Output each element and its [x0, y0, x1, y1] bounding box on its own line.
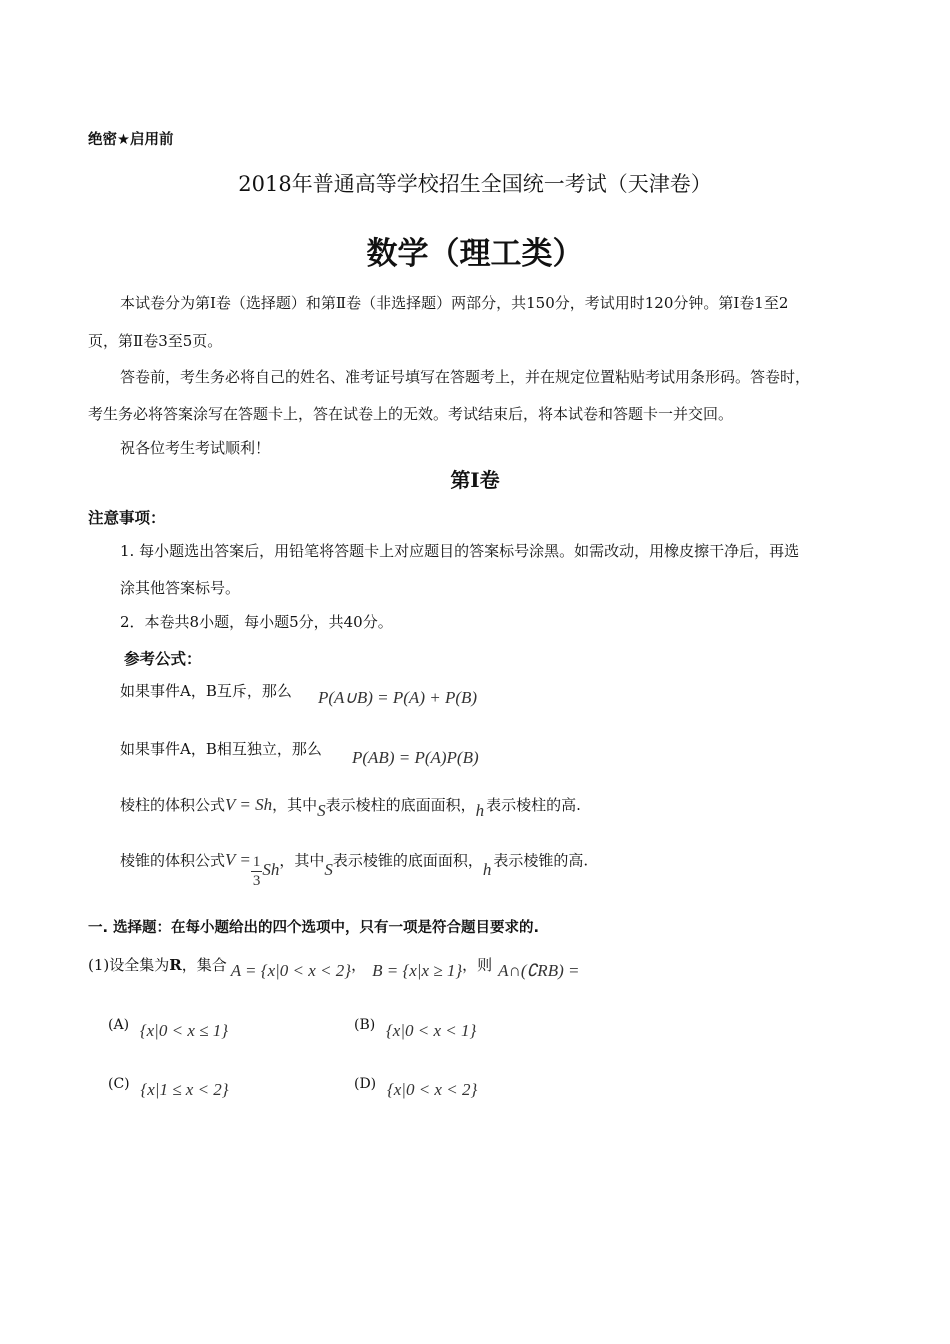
- q1-set-A: A = {x|0 < x < 2}: [230, 961, 352, 980]
- note-1-cont: 涂其他答案标号。: [120, 579, 241, 597]
- exam-title: 2018年普通高等学校招生全国统一考试（天津卷）: [238, 172, 712, 196]
- formula-3-text-c: 表示棱柱的底面面积，: [325, 796, 476, 814]
- option-a-label: (A): [108, 1017, 130, 1033]
- option-d[interactable]: [354, 1073, 478, 1099]
- formula-1-math: P(A∪B) = P(A) + P(B): [318, 688, 478, 707]
- q1-set-B: B = {x|x ≥ 1}: [372, 961, 463, 980]
- formula-4-text-c: 表示棱锥的底面面积，: [332, 851, 483, 870]
- notes-heading: 注意事项：: [88, 509, 166, 527]
- formula-1-text: 如果事件A，B互斥，那么: [120, 682, 292, 700]
- formula-4-text-d: 表示棱锥的高.: [493, 851, 589, 870]
- confidential-label: 绝密★启用前: [88, 132, 174, 148]
- intro-paragraph-2-cont: 考生务必将答案涂写在答题卡上，答在试卷上的无效。考试结束后，将本试卷和答题卡一并交回。: [88, 405, 734, 423]
- intro-paragraph-1: 本试卷分为第Ⅰ卷（选择题）和第Ⅱ卷（非选择题）两部分，共150分，考试用时120分钟。第Ⅰ卷1至2: [120, 294, 789, 312]
- q1-stem-b: ，集合: [181, 956, 227, 974]
- part1-title: 第Ⅰ卷: [450, 468, 500, 492]
- note-1: 1. 每小题选出答案后，用铅笔将答题卡上对应题目的答案标号涂黑。如需改动，用橡皮擦干净后，再选: [120, 542, 800, 560]
- fraction-denominator: 3: [252, 873, 261, 889]
- option-a[interactable]: [108, 1014, 228, 1040]
- formula-3-S: S: [317, 801, 326, 820]
- option-c-value: {x|1 ≤ x < 2}: [140, 1080, 229, 1099]
- option-b[interactable]: [354, 1014, 477, 1040]
- formula-4-S: S: [324, 860, 333, 880]
- good-luck-text: 祝各位考生考试顺利！: [120, 439, 271, 457]
- q1-stem-R: R: [169, 956, 182, 974]
- formula-4-math: [225, 850, 280, 889]
- formula-3-text-d: 表示棱柱的高.: [486, 796, 581, 814]
- intro-paragraph-1-cont: 页，第Ⅱ卷3至5页。: [88, 332, 223, 350]
- option-a-value: {x|0 < x ≤ 1}: [139, 1021, 228, 1040]
- formula-4-text-b: ，其中: [279, 851, 325, 870]
- formula-4-h: h: [482, 860, 492, 880]
- formula-4-math-pre: V =: [225, 850, 251, 870]
- formula-3-line: [120, 794, 581, 820]
- q1-comma: ，: [351, 956, 367, 974]
- q1-expression: A∩(∁RB) =: [498, 961, 580, 980]
- section-1-heading: 一. 选择题：在每小题给出的四个选项中，只有一项是符合题目要求的.: [88, 920, 540, 936]
- question-1-stem: [88, 954, 580, 980]
- formula-3-text-a: 棱柱的体积公式: [120, 796, 226, 814]
- formula-3-math: V = Sh: [225, 795, 273, 814]
- formula-heading: 参考公式：: [124, 650, 202, 668]
- subject-title: 数学（理工类）: [366, 236, 584, 272]
- formula-4-text-a: 棱锥的体积公式: [120, 851, 226, 870]
- fraction-numerator: 1: [252, 854, 261, 870]
- note-2: 2．本卷共8小题，每小题5分，共40分。: [120, 613, 393, 631]
- formula-3-h: h: [475, 801, 485, 820]
- formula-4-math-post: Sh: [262, 860, 280, 880]
- q1-stem-a: (1)设全集为: [88, 956, 170, 974]
- formula-2-text: 如果事件A，B相互独立，那么: [120, 740, 322, 758]
- option-c-label: (C): [108, 1076, 130, 1092]
- formula-3-text-b: ，其中: [272, 796, 318, 814]
- option-d-label: (D): [354, 1076, 377, 1092]
- q1-stem-c: ，则: [462, 956, 493, 974]
- option-b-label: (B): [354, 1017, 376, 1033]
- fraction: [251, 853, 263, 890]
- option-b-value: {x|0 < x < 1}: [386, 1021, 477, 1040]
- formula-2-math: P(AB) = P(A)P(B): [352, 748, 479, 767]
- option-c[interactable]: [108, 1073, 229, 1099]
- intro-paragraph-2: 答卷前，考生务必将自己的姓名、准考证号填写在答题考上，并在规定位置粘贴考试用条形码。答卷时，: [120, 368, 811, 386]
- formula-4-line: [120, 843, 589, 889]
- option-d-value: {x|0 < x < 2}: [386, 1080, 478, 1099]
